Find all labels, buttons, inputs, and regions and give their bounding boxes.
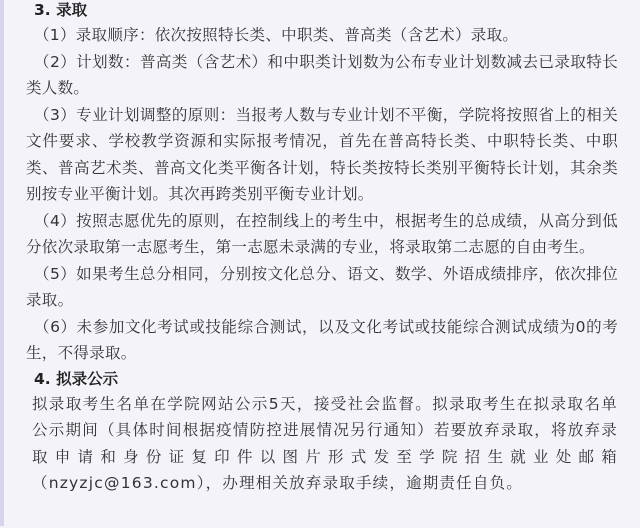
- section-3-item-4: （4）按照志愿优先的原则，在控制线上的考生中，根据考生的总成绩，从高分到低分依次录取第一志愿考生，第一志愿未录满的专业，将录取第二志愿的自由考生。: [26, 211, 618, 256]
- section-4-heading: 4. 拟录公示: [34, 369, 119, 388]
- section-3-item-3: （3）专业计划调整的原则：当报考人数与专业计划不平衡，学院将按照省上的相关文件要求、学校教学资源和实际报考情况，首先在普高特长类、中职特长类、中职类、普高艺术类、普高文化类平衡各计划，特长类按特长类别平衡特长计划，其余类别按专业平衡计划。其次再跨类别平衡专业计划。: [26, 105, 618, 203]
- section-3-item-6: （6）未参加文化考试或技能综合测试，以及文化考试或技能综合测试成绩为0的考生，不得录取。: [26, 317, 618, 362]
- section-4-body: 拟录取考生名单在学院网站公示5天，接受社会监督。拟录取考生在拟录取名单公示期间（具体时间根据疫情防控进展情况另行通知）若要放弃录取，将放弃录取申请和身份证复印件以图片形式发至学院招生就业处邮箱（nzyzjc@163.com），办理相关放弃录取手续，逾期责任自负。: [32, 394, 618, 492]
- section-3-item-1: （1）录取顺序：依次按照特长类、中职类、普高类（含艺术）录取。: [34, 26, 519, 44]
- section-3-item-2: （2）计划数：普高类（含艺术）和中职类计划数为公布专业计划数减去已录取特长类人数。: [26, 52, 618, 97]
- section-3-heading: 3. 录取: [34, 1, 88, 19]
- section-3-item-5: （5）如果考生总分相同，分别按文化总分、语文、数学、外语成绩排序，依次排位录取。: [26, 264, 618, 309]
